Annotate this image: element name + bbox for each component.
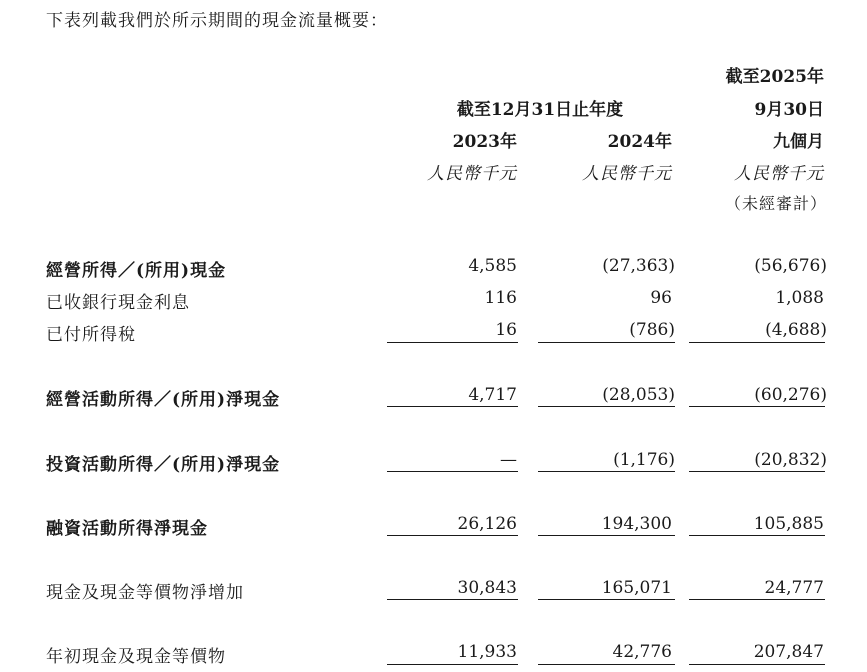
column-rule [689, 599, 825, 600]
column-rule [538, 599, 675, 600]
row-value-2025: (56,676) [754, 256, 827, 276]
column-rule [387, 664, 518, 665]
column-rule [387, 342, 518, 343]
col3-unit: 人民幣千元 [734, 164, 824, 184]
row-value-2023: 30,843 [457, 578, 517, 598]
column-rule [689, 535, 825, 536]
column-rule [538, 406, 675, 407]
column-rule [689, 406, 825, 407]
column-rule [387, 599, 518, 600]
row-value-2024: 42,776 [612, 642, 672, 662]
column-rule [538, 664, 675, 665]
row-label: 已付所得稅 [46, 325, 136, 345]
row-value-2023: 26,126 [457, 514, 517, 534]
row-value-2025: (60,276) [754, 385, 827, 405]
row-label: 年初現金及現金等價物 [46, 647, 226, 667]
column-rule [538, 471, 675, 472]
col2-unit: 人民幣千元 [582, 164, 672, 184]
row-value-2023: 11,933 [457, 642, 517, 662]
row-label: 投資活動所得／(所用)淨現金 [46, 455, 281, 475]
col1-year-header: 2023年 [452, 132, 517, 152]
row-label: 融資活動所得淨現金 [46, 519, 208, 539]
column-rule [387, 471, 518, 472]
col1-unit: 人民幣千元 [427, 164, 517, 184]
row-label: 經營活動所得／(所用)淨現金 [46, 390, 281, 410]
row-value-2024: (1,176) [613, 450, 675, 470]
column-rule [538, 535, 675, 536]
column-rule [689, 342, 825, 343]
intro-text: 下表列載我們於所示期間的現金流量概要： [46, 11, 388, 31]
row-value-2024: 165,071 [601, 578, 672, 598]
row-value-2024: (28,053) [602, 385, 675, 405]
row-value-2023: — [500, 450, 517, 470]
unaudited-note: （未經審計） [724, 194, 827, 213]
row-label: 現金及現金等價物淨增加 [46, 583, 244, 603]
row-value-2023: 4,717 [468, 385, 517, 405]
row-label: 已收銀行現金利息 [46, 293, 190, 313]
column-rule [689, 471, 825, 472]
column-rule [387, 535, 518, 536]
column-rule [538, 342, 675, 343]
row-value-2025: 1,088 [775, 288, 824, 308]
col3-period-header: 九個月 [773, 132, 824, 152]
row-label: 經營所得／(所用)現金 [46, 261, 227, 281]
row-value-2025: 105,885 [753, 514, 824, 534]
row-value-2024: 194,300 [601, 514, 672, 534]
row-value-2023: 16 [495, 320, 517, 340]
column-rule [689, 664, 825, 665]
row-value-2025: 24,777 [764, 578, 824, 598]
row-value-2025: 207,847 [753, 642, 824, 662]
row-value-2024: (27,363) [602, 256, 675, 276]
row-value-2025: (4,688) [765, 320, 827, 340]
year-group-header: 截至12月31日止年度 [456, 100, 624, 120]
row-value-2023: 116 [484, 288, 517, 308]
column-rule [387, 406, 518, 407]
col3-header-line2: 9月30日 [754, 100, 824, 120]
row-value-2024: (786) [629, 320, 675, 340]
row-value-2023: 4,585 [468, 256, 517, 276]
row-value-2024: 96 [650, 288, 672, 308]
row-value-2025: (20,832) [754, 450, 827, 470]
col2-year-header: 2024年 [607, 132, 672, 152]
col3-header-line1: 截至2025年 [725, 67, 824, 87]
